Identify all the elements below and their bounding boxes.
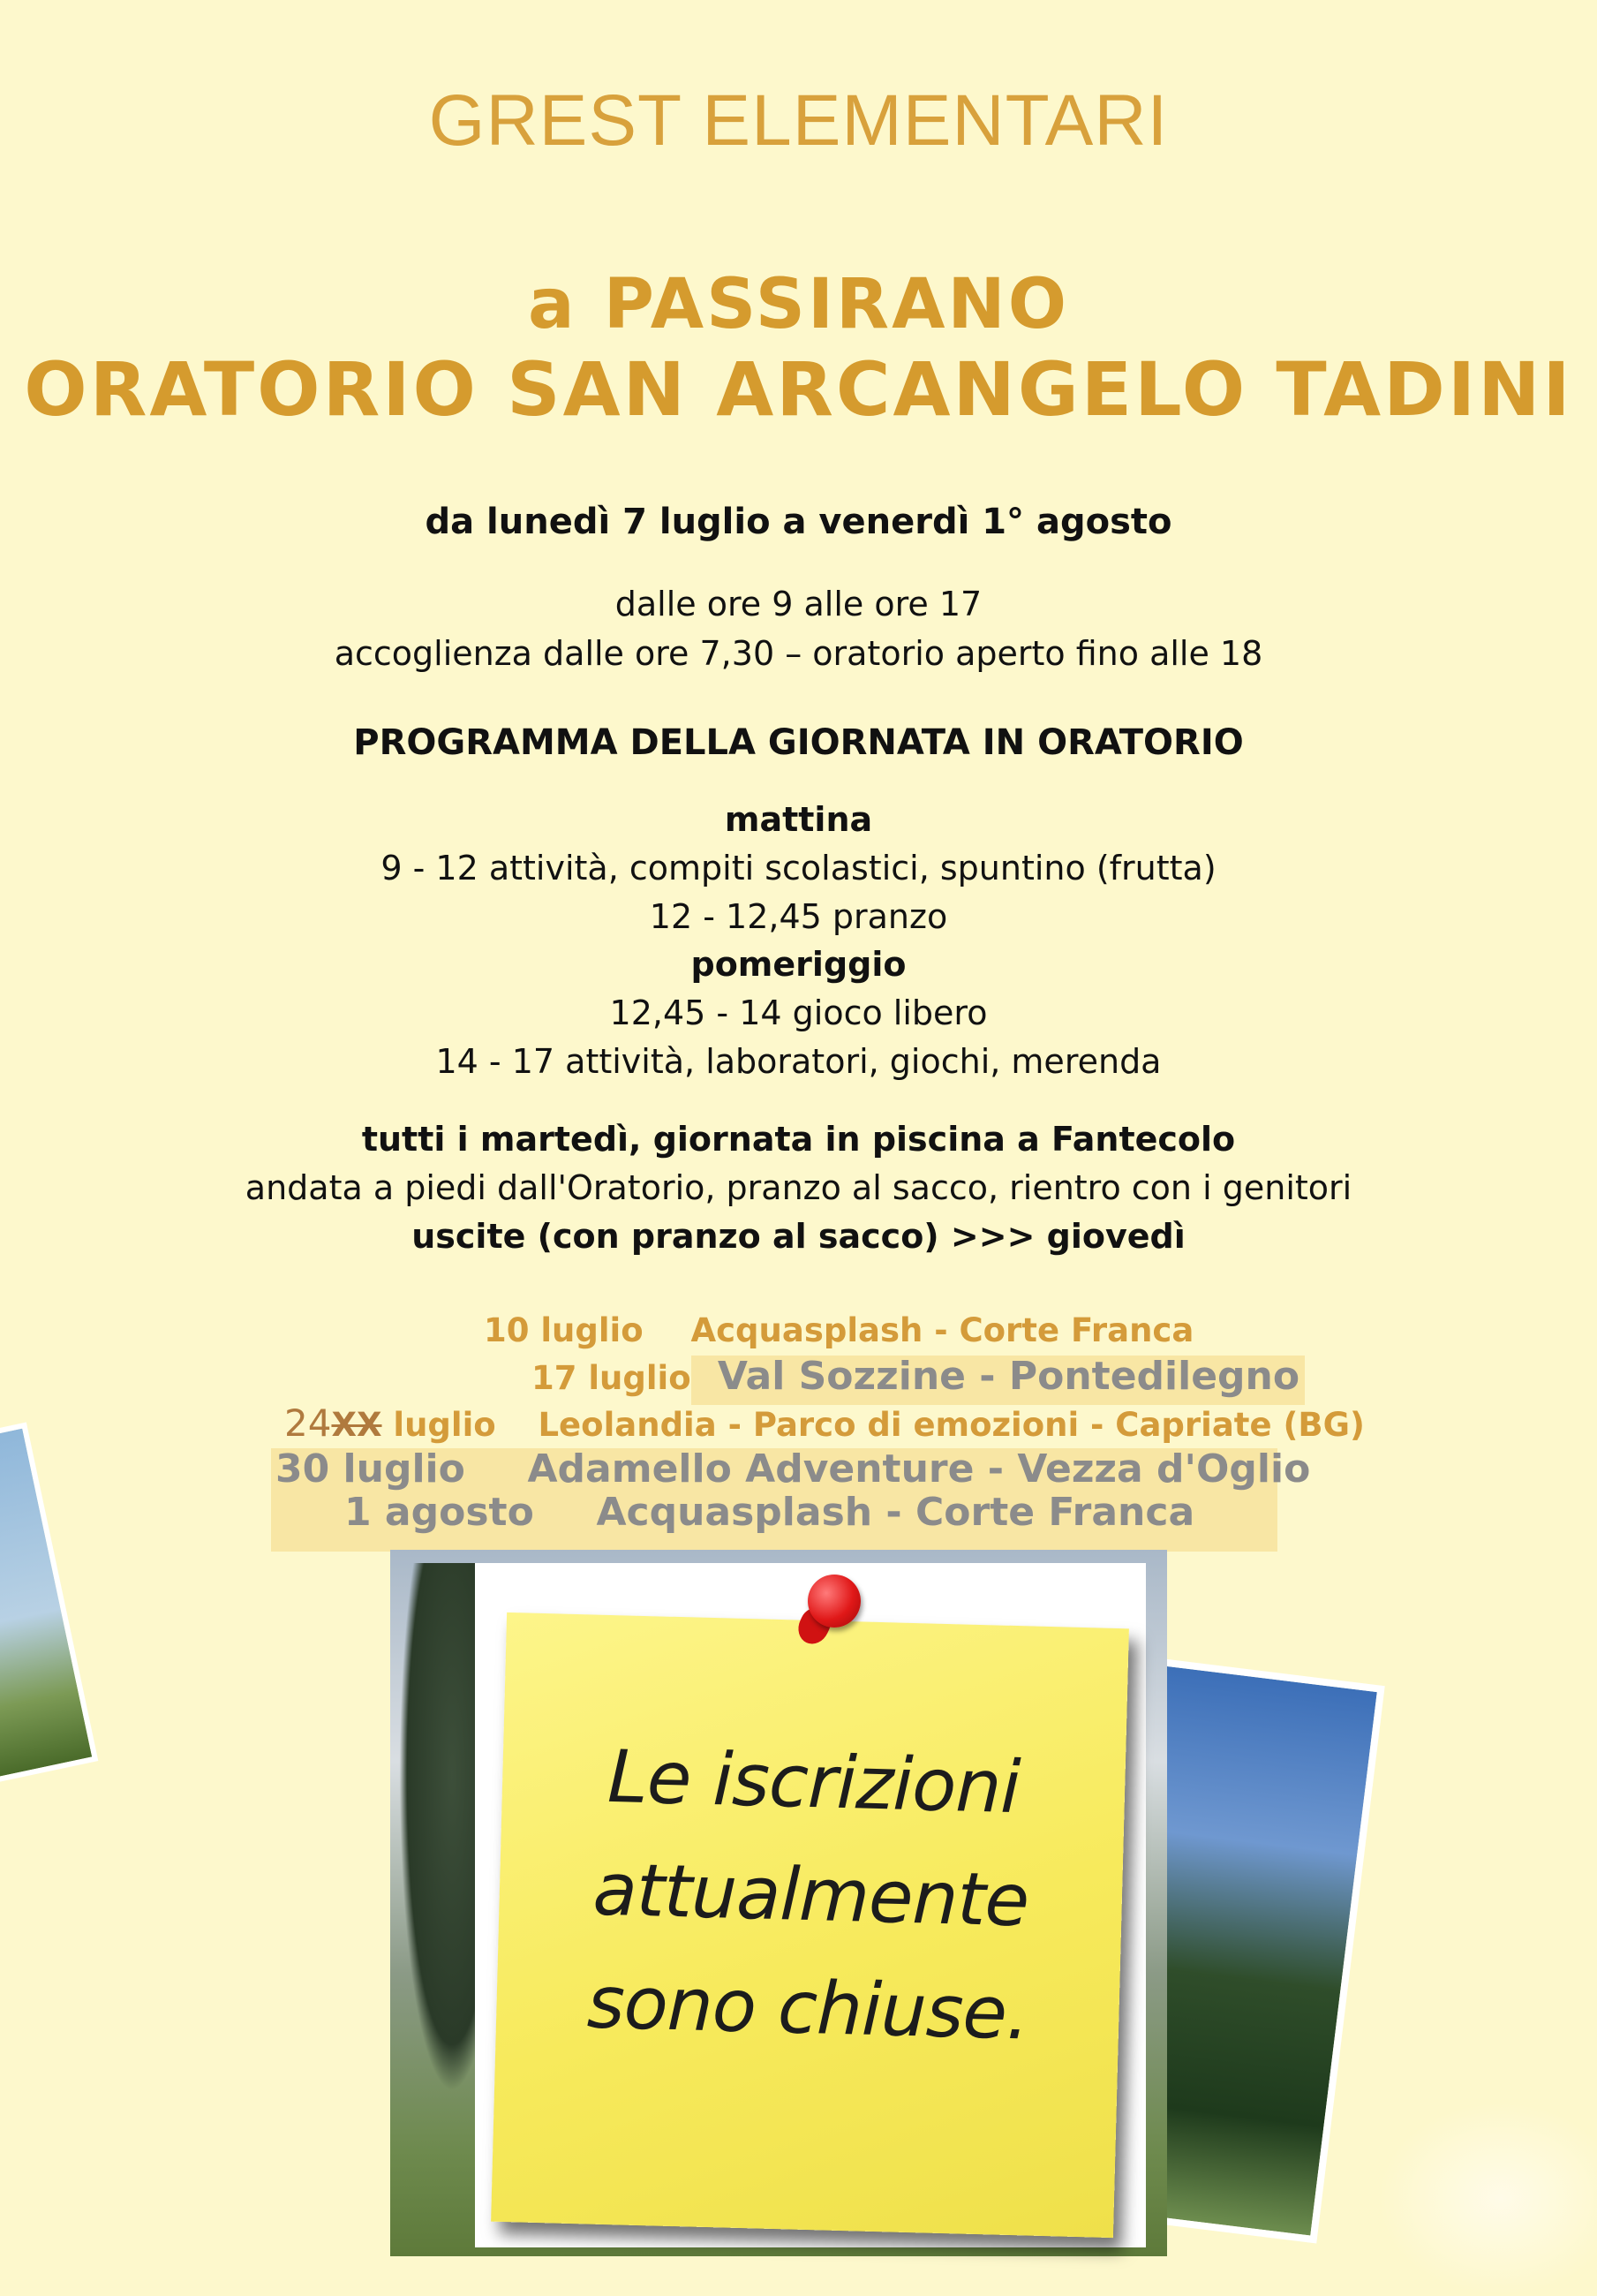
light-glow [1377,2102,1597,2296]
hours-line: dalle ore 9 alle ore 17 [614,585,983,623]
pool-details: andata a piedi dall'Oratorio, pranzo al sacco, rientro con i genitori [245,1168,1352,1207]
morning-item: 12 - 12,45 pranzo [649,897,948,936]
welcome-line: accoglienza dalle ore 7,30 – oratorio aperto fino alle 18 [334,634,1263,673]
note-line: attualmente [591,1847,1030,1944]
excursion-place: Acquasplash - Corte Franca [596,1490,1195,1535]
excursion-place: Adamello Adventure - Vezza d'Oglio [527,1446,1311,1492]
morning-label: mattina [724,800,873,839]
note-text [495,1718,1126,2073]
dates-line: da lunedì 7 luglio a venerdì 1° agosto [425,502,1172,542]
excursion-row [275,1446,1310,1492]
note-line: sono chiuse. [585,1960,1030,2057]
excursion-date: 10 luglio [484,1311,644,1349]
page-title: GREST ELEMENTARI [428,80,1169,161]
pool-heading: tutti i martedì, giornata in piscina a Fantecolo [361,1120,1236,1159]
excursion-row [484,1311,1194,1349]
outings-line: uscite (con pranzo al sacco) >>> giovedì [411,1217,1186,1256]
excursion-row [531,1354,1299,1399]
pushpin-head-icon [808,1575,861,1628]
afternoon-item: 12,45 - 14 gioco libero [609,993,988,1032]
excursion-date-struck: XX [331,1406,382,1444]
afternoon-item: 14 - 17 attività, laboratori, giochi, merenda [435,1042,1162,1081]
location-line-2: ORATORIO SAN ARCANGELO TADINI [24,346,1573,433]
afternoon-label: pomeriggio [690,945,907,984]
morning-item: 9 - 12 attività, compiti scolastici, spuntino (frutta) [380,849,1217,887]
sticky-note [491,1612,1129,2238]
excursion-place: Val Sozzine - Pontedilegno [717,1354,1300,1399]
excursion-date: 17 luglio [531,1359,691,1397]
excursion-date: 30 luglio [275,1446,465,1492]
excursion-row [344,1490,1194,1535]
excursion-date: luglio [393,1406,496,1444]
program-heading: PROGRAMMA DELLA GIORNATA IN ORATORIO [353,722,1244,763]
location-line-1: a PASSIRANO [527,265,1070,344]
excursion-date: 1 agosto [344,1490,534,1535]
excursion-date-fix: 24 [284,1401,332,1445]
photo-left [0,1423,98,1786]
excursion-place: Acquasplash - Corte Franca [690,1311,1194,1349]
note-line: Le iscrizioni [606,1734,1021,1831]
excursion-place: Leolandia - Parco di emozioni - Capriate (BG) [538,1406,1365,1444]
excursion-row [284,1401,1365,1445]
